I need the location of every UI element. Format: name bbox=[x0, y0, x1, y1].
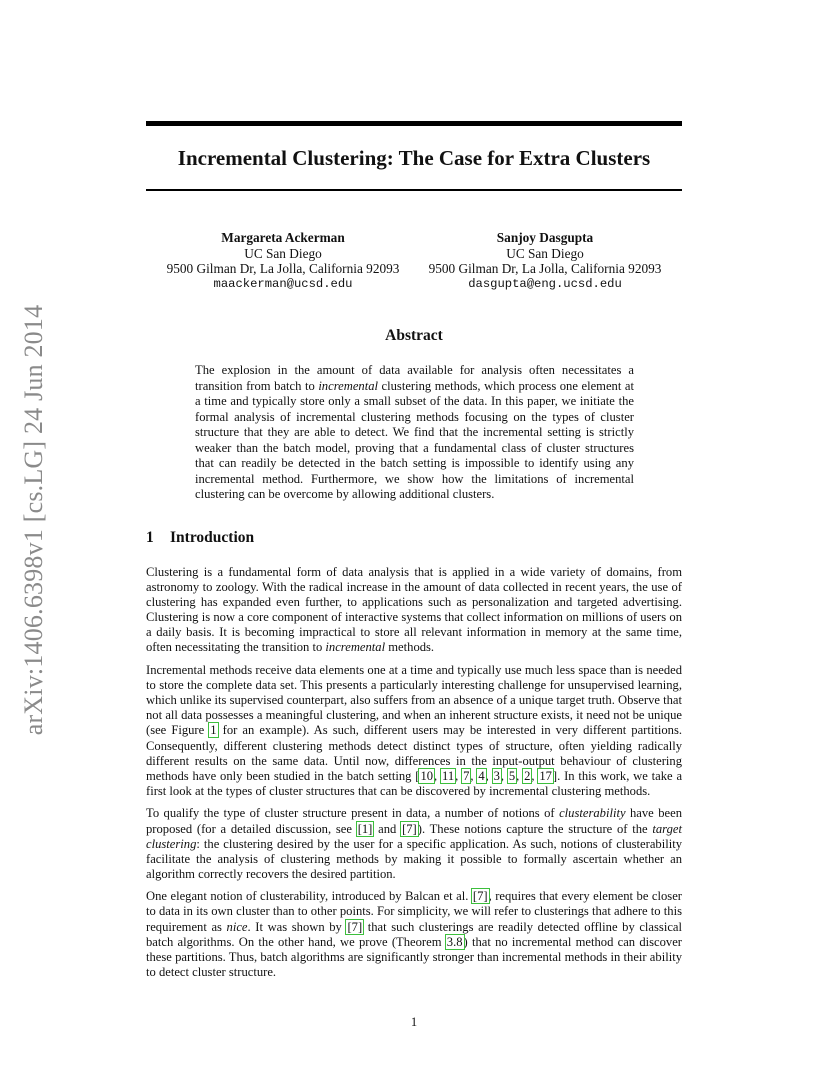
paragraph-text: : the clustering desired by the user for a specific application. As such, notions of clusterability facilitate the analysis of clustering methods by making it possible to formally ascertain whether an algorithm correctly recovers the desired partition. bbox=[146, 836, 682, 881]
emphasis-text: incremental bbox=[325, 640, 386, 655]
paragraph-3 bbox=[146, 806, 682, 881]
citation-link[interactable]: [7] bbox=[347, 919, 363, 934]
author-affiliation: UC San Diego bbox=[244, 245, 322, 261]
paragraph-text: ]. In this work, we take a first look at the types of cluster structures that can be discovered by incremental clustering methods. bbox=[146, 768, 683, 798]
paragraph-text: , requires that every element be closer to data in its own cluster than to other points. For simplicity, we will refer to clusterings that adhere to this requirement as bbox=[146, 889, 682, 934]
paragraph-text: methods. bbox=[385, 640, 435, 655]
paragraph-text: have been proposed (for a detailed discussion, see bbox=[146, 806, 682, 836]
abstract-text-part: The explosion in the amount of data available for analysis often necessitates a transition from batch to bbox=[195, 363, 634, 393]
author-block-1 bbox=[133, 230, 433, 292]
emphasis-text: target clustering bbox=[146, 821, 682, 851]
arxiv-identifier-stamp bbox=[0, 0, 60, 1072]
abstract-text-part: clustering methods, which process one element at a time and typically store only a small subset of the data. In this paper, we initiate the formal analysis of incremental clustering methods focusing on the types of cluster structure that they are able to detect. We find that the incremental setting is strictly weaker than the batch model, proving that a fundamental class of cluster structures that can readily be detected in the batch setting is impossible to identify using any incremental method. Furthermore, we show how the limitations of incremental clustering can be overcome by allowing additional clusters. bbox=[195, 378, 634, 501]
title-bottom-rule bbox=[146, 189, 682, 191]
paragraph-text: for an example). As such, different users may be interested in very different partitions. Consequently, different clustering methods detect distinct types of structure, often yielding radically different results on the same data. Until now, differences in the input-output behaviour of clustering methods have only been studied in the batch setting [ bbox=[146, 723, 683, 783]
paragraph-text: ) that no incremental method can discover these partitions. Thus, batch algorithms are significantly stronger than incremental methods in their ability to detect cluster structure. bbox=[146, 934, 682, 979]
author-email[interactable]: maackerman@ucsd.edu bbox=[213, 276, 353, 291]
paragraph-4 bbox=[146, 889, 682, 980]
citation-link[interactable]: 3 bbox=[493, 768, 500, 783]
paragraph-1 bbox=[146, 565, 682, 656]
citation-link[interactable]: [7] bbox=[472, 889, 488, 904]
author-name: Sanjoy Dasgupta bbox=[496, 230, 594, 245]
abstract-emphasis: incremental bbox=[318, 378, 378, 393]
paper-title: Incremental Clustering: The Case for Extra Clusters bbox=[177, 146, 651, 170]
paragraph-text: ). These notions capture the structure of the bbox=[417, 821, 653, 836]
introduction-body bbox=[146, 565, 682, 987]
citation-link[interactable]: [7] bbox=[402, 821, 417, 836]
citation-link[interactable]: 4 bbox=[478, 768, 485, 783]
citation-link[interactable]: 2 bbox=[524, 768, 531, 783]
paragraph-text: To qualify the type of cluster structure present in data, a number of notions of bbox=[146, 806, 560, 821]
author-affiliation: UC San Diego bbox=[506, 245, 584, 261]
paragraph-text: and bbox=[373, 821, 402, 836]
abstract-heading: Abstract bbox=[385, 327, 443, 344]
emphasis-text: clusterability bbox=[559, 806, 626, 821]
citation-link[interactable]: 11 bbox=[441, 768, 455, 783]
author-email[interactable]: dasgupta@eng.ucsd.edu bbox=[468, 276, 622, 291]
emphasis-text: nice bbox=[226, 919, 248, 934]
section-title: Introduction bbox=[170, 529, 255, 546]
paragraph-text: One elegant notion of clusterability, introduced by Balcan et al. bbox=[146, 889, 472, 904]
author-address: 9500 Gilman Dr, La Jolla, California 92093 bbox=[166, 261, 400, 277]
citation-link[interactable]: [1] bbox=[357, 821, 373, 836]
page-number: 1 bbox=[410, 1015, 418, 1029]
paragraph-text: that such clusterings are readily detected offline by classical batch algorithms. On the other hand, we prove (Theorem bbox=[146, 919, 683, 949]
section-number: 1 bbox=[146, 529, 154, 546]
paragraph-text: . It was shown by bbox=[247, 919, 347, 934]
title-top-rule bbox=[146, 121, 682, 126]
citation-link[interactable]: 10 bbox=[420, 768, 434, 783]
paragraph-text: Clustering is a fundamental form of data analysis that is applied in a wide variety of domains, from astronomy to zoology. With the radical increase in the amount of data collected in recent years, the use of clustering has expanded even further, to applications such as personalization and targeted advertising. Clustering is now a core component of interactive systems that collect information on millions of users on a daily basis. It is becoming impractical to store all relevant information in memory at the same time, often necessitating the transition to bbox=[146, 565, 682, 655]
citation-link[interactable]: 17 bbox=[539, 768, 552, 783]
citation-link[interactable]: 5 bbox=[508, 768, 516, 783]
figure-reference-link[interactable]: 1 bbox=[210, 723, 217, 738]
theorem-reference-link[interactable]: 3.8 bbox=[446, 934, 463, 949]
paragraph-2: Incremental methods receive data elements one at a time and typically use much less space than is needed to store the complete data set. This presents a particularly interesting challenge for unsupervised learning, which unlike its supervised counterpart, also suffers from an absence of a unique target truth. Observe that not all data possesses a meaningful clustering, and when an inherent structure exists, it need not be unique (see Figure 1 for an example). As such, different users may be interested in very different partitions. Consequently, different clustering methods detect distinct types of structure, often yielding radically different results on the same data. Until now, differences in the input-output behaviour of clustering methods have only been studied in the batch setting [10, 11, 7, 4, 3, 5, 2, 17]. In this work, we take a first look at the types of cluster structures that can be discovered by incremental clustering methods. bbox=[146, 663, 683, 798]
citation-link[interactable]: 7 bbox=[463, 768, 470, 783]
section-heading-introduction bbox=[146, 529, 682, 547]
author-block-2 bbox=[395, 230, 695, 292]
arxiv-identifier-text: arXiv:1406.6398v1 [cs.LG] 24 Jun 2014 bbox=[19, 304, 48, 736]
abstract-text bbox=[195, 363, 634, 503]
paragraph-text: Incremental methods receive data elements one at a time and typically use much less space than is needed to store the complete data set. This presents a particularly interesting challenge for unsupervised learning, which unlike its supervised counterpart, also suffers from an absence of a unique target truth. Observe that not all data possesses a meaningful clustering, and when an inherent structure exists, it need not be unique (see Figure bbox=[146, 663, 683, 738]
author-address: 9500 Gilman Dr, La Jolla, California 92093 bbox=[428, 261, 662, 277]
author-name: Margareta Ackerman bbox=[221, 230, 345, 245]
